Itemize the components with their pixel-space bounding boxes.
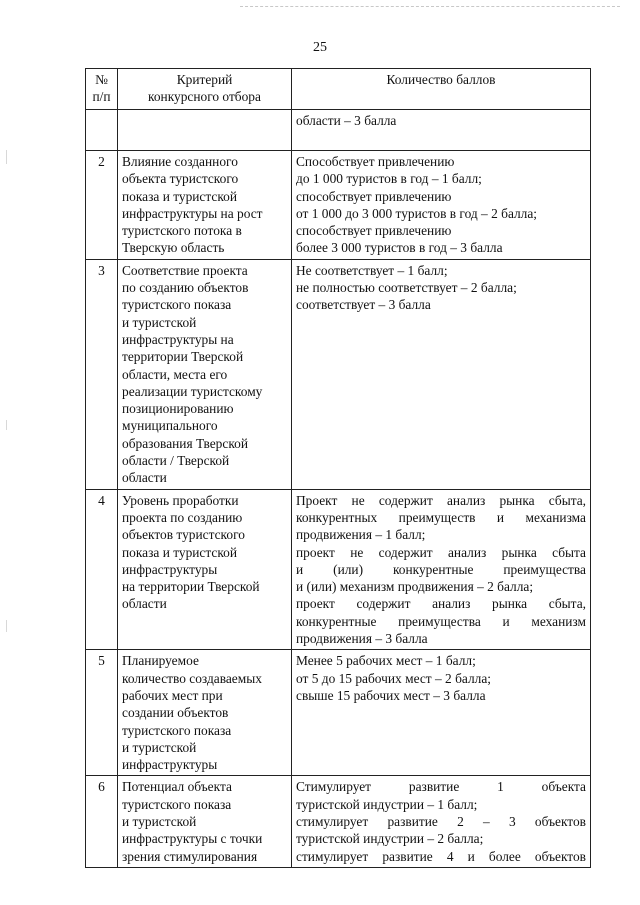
row-criterion [118,259,292,489]
table-row [86,489,591,650]
page-number: 25 [313,40,327,55]
row-score [292,110,591,151]
row-number: 6 [86,776,118,867]
score-line: не полностью соответствует – 2 балла; [296,280,517,296]
criterion-line: Уровень проработки [122,492,239,508]
row-score [292,489,591,650]
criterion-line: реализации туристскому [122,383,263,399]
score-line: соответствует – 3 балла [296,297,431,313]
row-number: 3 [86,259,118,489]
criterion-line: области / Тверской [122,453,230,469]
score-line: Стимулирует развитие 1 объекта [296,779,586,795]
score-line: способствует привлечению [296,223,452,239]
criterion-line: создании объектов [122,705,229,721]
criterion-line: позиционированию [122,401,234,417]
criterion-line: инфраструктуры с точки [122,831,263,847]
criterion-line: Тверскую область [122,240,225,256]
criterion-line: туристского потока в [122,223,242,239]
criterion-line: туристского показа [122,297,232,313]
score-line: конкурентные преимущества и механизм [296,613,586,629]
criterion-line: объекта туристского [122,171,239,187]
criterion-line: области, места его [122,366,228,382]
row-criterion [118,110,292,151]
criterion-line: образования Тверской [122,435,249,451]
score-line: способствует привлечению [296,188,452,204]
header-criterion-line: Критерий [176,72,233,87]
row-criterion [118,151,292,260]
criterion-line: Соответствие проекта [122,262,248,278]
row-score [292,650,591,776]
criterion-line: проекта по созданию [122,509,243,525]
scan-margin-mark [6,150,7,164]
score-line: Менее 5 рабочих мест – 1 балл; [296,653,476,669]
header-num-line: п/п [92,89,111,105]
header-criterion-line: конкурсного отбора [148,89,261,105]
header-criterion [118,69,292,110]
row-criterion [118,650,292,776]
criteria-table [85,68,591,868]
header-num [86,69,118,110]
row-score [292,259,591,489]
row-number: 2 [86,151,118,260]
header-score [292,69,591,110]
score-line: области – 3 балла [296,113,397,128]
score-line: туристской индустрии – 1 балл; [296,796,478,812]
score-line: Не соответствует – 1 балл; [296,262,448,278]
score-line: туристской индустрии – 2 балла; [296,831,484,847]
criterion-line: туристского показа [122,722,232,738]
criterion-line: Влияние созданного [122,154,238,169]
criterion-line: Планируемое [122,653,199,669]
row-criterion [118,776,292,867]
header-num-line: № [95,72,108,87]
table-row [86,776,591,867]
criterion-line: рабочих мест при [122,687,223,703]
score-line: Проект не содержит анализ рынка сбыта, [296,492,586,508]
criterion-line: инфраструктуры на [122,331,234,347]
score-line: продвижения – 1 балл; [296,527,426,543]
criterion-line: инфраструктуры [122,757,218,773]
table-row [86,650,591,776]
score-line: свыше 15 рабочих мест – 3 балла [296,687,486,703]
score-line: стимулирует развитие 4 и более объектов [296,848,586,864]
scan-margin-mark [6,420,7,430]
criterion-line: и туристской [122,739,197,755]
header-score-line: Количество баллов [386,72,496,87]
score-line: и (или) механизм продвижения – 2 балла; [296,579,534,595]
criterion-line: зрения стимулирования [122,848,258,864]
criterion-line: показа и туристской [122,544,238,560]
criterion-line: и туристской [122,314,197,330]
score-line: Способствует привлечению [296,154,455,169]
criterion-line: по созданию объектов [122,280,249,296]
criterion-line: области [122,470,167,486]
criterion-line: объектов туристского [122,527,245,543]
score-line: продвижения – 3 балла [296,631,428,647]
score-line: проект содержит анализ рынка сбыта, [296,596,586,612]
score-line: до 1 000 туристов в год – 1 балл; [296,171,482,187]
score-line: стимулирует развитие 2 – 3 объектов [296,813,586,829]
scan-edge-line [240,6,620,8]
criterion-line: инфраструктуры на рост [122,205,263,221]
criterion-line: области [122,596,167,612]
criterion-line: показа и туристской [122,188,238,204]
table-row [86,259,591,489]
table-row [86,151,591,260]
row-score [292,151,591,260]
score-line: более 3 000 туристов в год – 3 балла [296,240,503,256]
score-line: проект не содержит анализ рынка сбыта [296,544,586,560]
row-number: 4 [86,489,118,650]
row-number [86,110,118,151]
criterion-line: и туристской [122,813,197,829]
score-line: от 5 до 15 рабочих мест – 2 балла; [296,670,491,686]
criterion-line: туристского показа [122,796,232,812]
criterion-line: территории Тверской [122,349,244,365]
criterion-line: на территории Тверской [122,579,260,595]
criterion-line: Потенциал объекта [122,779,232,795]
score-line: конкурентных преимуществ и механизма [296,509,586,525]
criterion-line: инфраструктуры [122,561,218,577]
score-line: от 1 000 до 3 000 туристов в год – 2 балла; [296,205,538,221]
row-score [292,776,591,867]
row-criterion [118,489,292,650]
row-number: 5 [86,650,118,776]
criterion-line: количество создаваемых [122,670,262,686]
scan-margin-mark [6,620,7,632]
table-row [86,110,591,151]
score-line: и (или) конкурентные преимущества [296,561,586,577]
table-header-row [86,69,591,110]
criterion-line: муниципального [122,418,218,434]
